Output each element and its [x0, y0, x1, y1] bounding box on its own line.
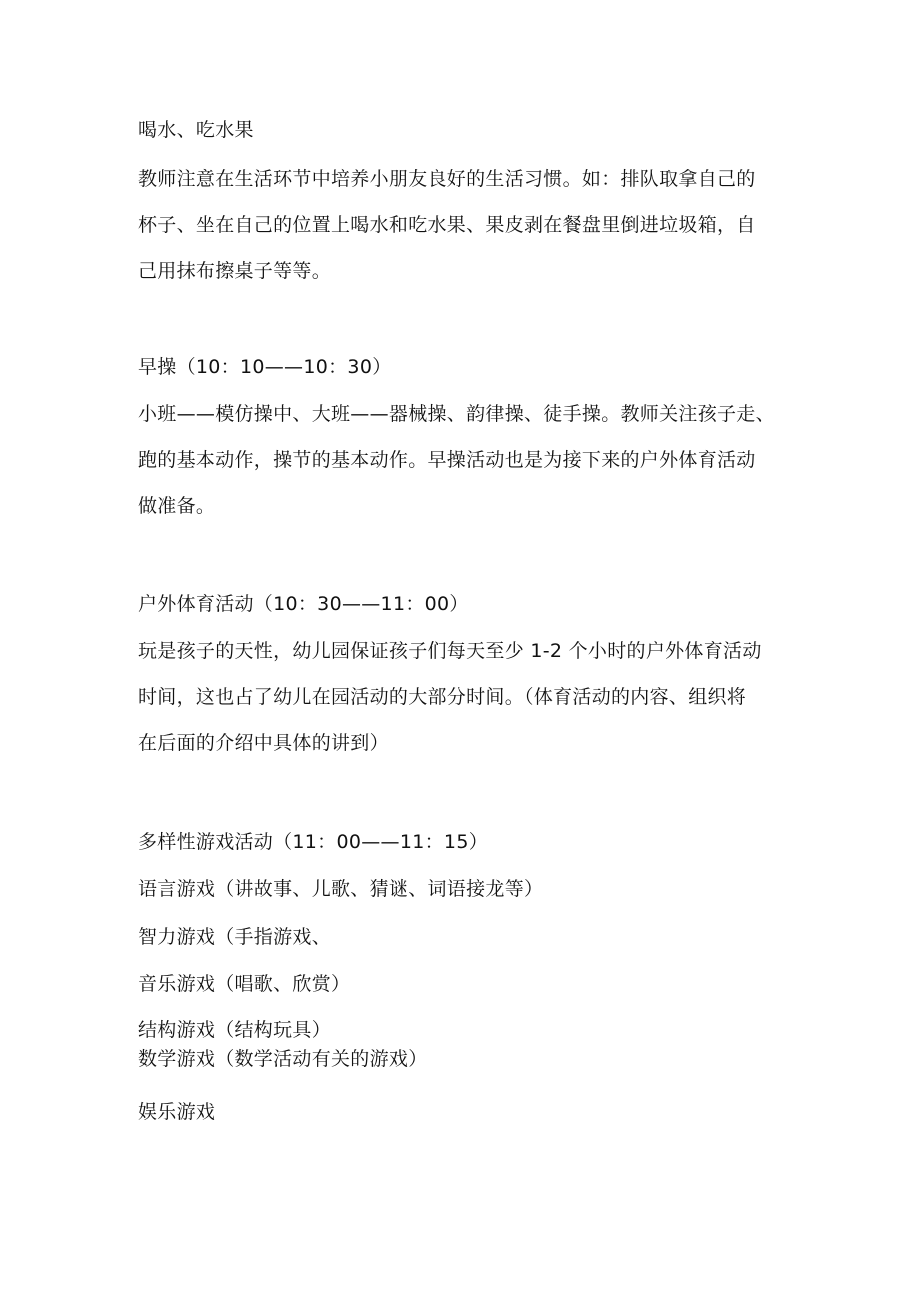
paragraph-line: 小班——模仿操中、大班——器械操、韵律操、徒手操。教师关注孩子走、: [138, 403, 775, 425]
list-item: 语言游戏（讲故事、儿歌、猜谜、词语接龙等）: [138, 878, 544, 900]
paragraph-line: 杯子、坐在自己的位置上喝水和吃水果、果皮剥在餐盘里倒进垃圾箱，自: [138, 214, 756, 236]
paragraph-line: 时间，这也占了幼儿在园活动的大部分时间。（体育活动的内容、组织将: [138, 686, 747, 708]
paragraph-line: 做准备。: [138, 495, 216, 517]
paragraph-line: 玩是孩子的天性，幼儿园保证孩子们每天至少 1-2 个小时的户外体育活动: [138, 640, 762, 662]
paragraph-line: 在后面的介绍中具体的讲到）: [138, 732, 389, 754]
list-item: 智力游戏（手指游戏、: [138, 926, 332, 948]
list-item: 数学游戏（数学活动有关的游戏）: [138, 1048, 428, 1070]
paragraph-line: 教师注意在生活环节中培养小朋友良好的生活习惯。如：排队取拿自己的: [138, 168, 756, 190]
paragraph-line: 己用抹布擦桌子等等。: [138, 260, 332, 282]
section-heading-drink-fruit: 喝水、吃水果: [138, 119, 254, 141]
paragraph-line: 跑的基本动作，操节的基本动作。早操活动也是为接下来的户外体育活动: [138, 449, 756, 471]
section-heading-diverse-games: 多样性游戏活动（11：00——11：15）: [138, 831, 489, 853]
list-item: 音乐游戏（唱歌、欣赏）: [138, 973, 351, 995]
list-item: 娱乐游戏: [138, 1101, 216, 1123]
section-heading-outdoor-sports: 户外体育活动（10：30——11：00）: [138, 593, 469, 615]
list-item: 结构游戏（结构玩具）: [138, 1019, 332, 1041]
section-heading-morning-exercise: 早操（10：10——10：30）: [138, 356, 392, 378]
